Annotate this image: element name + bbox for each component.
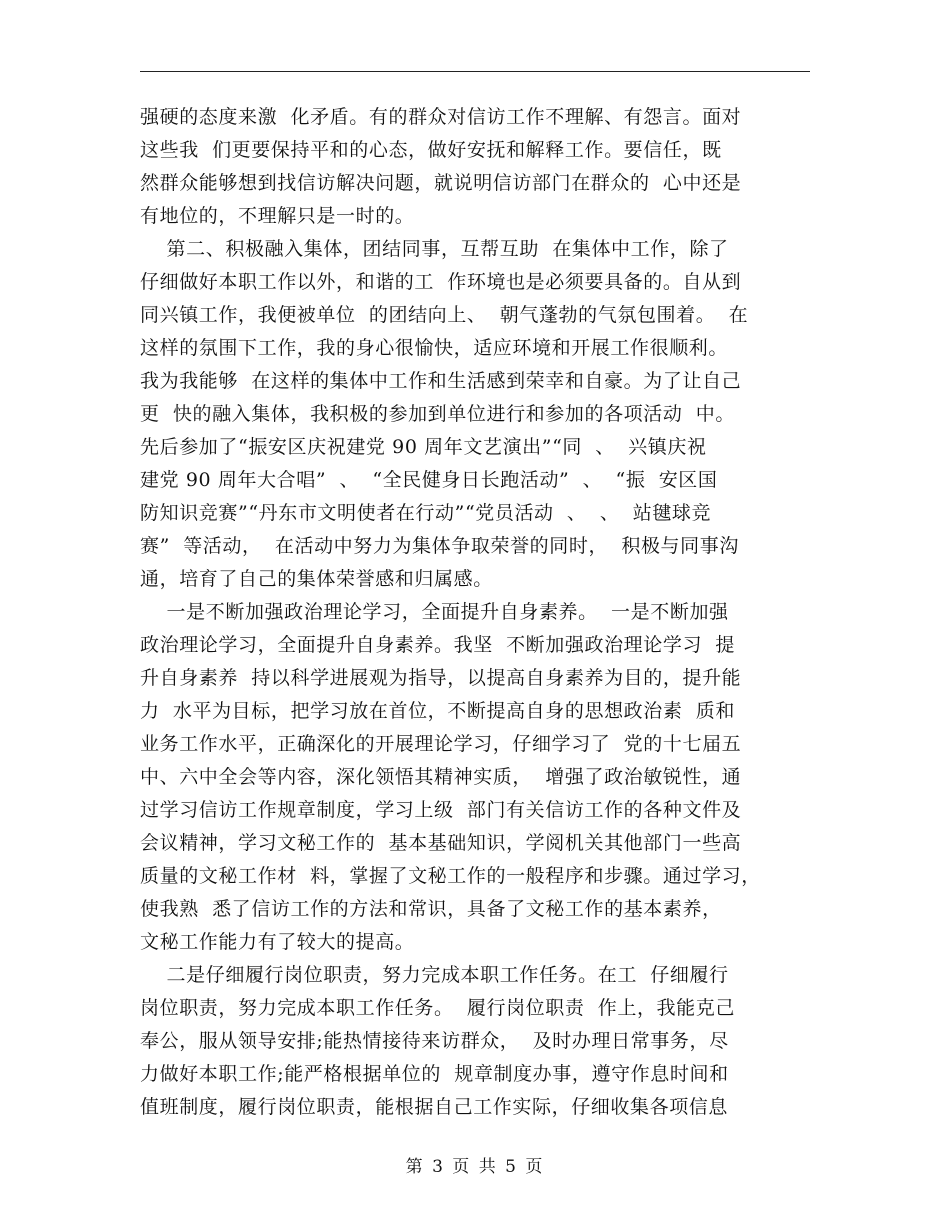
text-line: 过学习信访工作规章制度，学习上级 部门有关信访工作的各种文件及 (140, 799, 742, 821)
text-line: 使我熟 悉了信访工作的方法和常识，具备了文秘工作的基本素养， (140, 898, 722, 920)
header-rule (140, 71, 810, 72)
text-line: 升自身素养 持以科学进展观为指导，以提高自身素养为目的，提升能 (140, 667, 742, 689)
text-line: 力 水平为目标，把学习放在首位，不断提高自身的思想政治素 质和 (140, 700, 735, 722)
text-line: 通，培育了自己的集体荣誉感和归属感。 (140, 568, 493, 590)
text-line: 业务工作水平，正确深化的开展理论学习，仔细学习了 党的十七届五 (140, 733, 742, 755)
text-line: 我为我能够 在这样的集体中工作和生活感到荣幸和自豪。为了让自己 (140, 370, 742, 392)
text-line: 值班制度，履行岗位职责，能根据自己工作实际，仔细收集各项信息 (140, 1096, 729, 1118)
text-line: 同兴镇工作，我便被单位 的团结向上、 朝气蓬勃的气氛包围着。 在 (140, 304, 749, 326)
text-line: 奉公，服从领导安排;能热情接待来访群众， 及时办理日常事务，尽 (140, 1030, 729, 1052)
text-line: 文秘工作能力有了较大的提高。 (140, 931, 415, 953)
text-line: 力做好本职工作;能严格根据单位的 规章制度办事，遵守作息时间和 (140, 1063, 729, 1085)
text-line: 岗位职责，努力完成本职工作任务。 履行岗位职责 作上，我能克己 (140, 997, 735, 1019)
text-line: 会议精神，学习文秘工作的 基本基础知识，学阅机关其他部门一些高 (140, 832, 742, 854)
text-line: 有地位的，不理解只是一时的。 (140, 205, 415, 227)
text-line: 一是不断加强政治理论学习，全面提升自身素养。 一是不断加强 (140, 601, 729, 623)
text-line: 二是仔细履行岗位职责，努力完成本职工作任务。在工 仔细履行 (140, 964, 729, 986)
text-line: 仔细做好本职工作以外，和谐的工 作环境也是必须要具备的。自从到 (140, 271, 742, 293)
text-line: 先后参加了“振安区庆祝建党 90 周年文艺演出”“同 、 兴镇庆祝 (140, 436, 707, 458)
text-line: 这样的氛围下工作，我的身心很愉快，适应环境和开展工作很顺利。 (140, 337, 729, 359)
text-line: 质量的文秘工作材 料，掌握了文秘工作的一般程序和步骤。通过学习， (140, 865, 761, 887)
text-line: 中、六中全会等内容，深化领悟其精神实质， 增强了政治敏锐性，通 (140, 766, 742, 788)
text-line: 然群众能够想到找信访解决问题，就说明信访部门在群众的 心中还是 (140, 172, 742, 194)
text-line: 强硬的态度来激 化矛盾。有的群众对信访工作不理解、有怨言。面对 (140, 106, 742, 128)
text-line: 建党 90 周年大合唱” 、 “全民健身日长跑活动” 、 “振 安区国 (140, 469, 718, 491)
page-number: 第 3 页 共 5 页 (405, 1157, 545, 1177)
text-line: 政治理论学习，全面提升自身素养。我坚 不断加强政治理论学习 提 (140, 634, 735, 656)
text-line: 防知识竞赛”“丹东市文明使者在行动”“党员活动 、 、 站毽球竞 (140, 502, 712, 524)
text-line: 这些我 们更要保持平和的心态，做好安抚和解释工作。要信任，既 (140, 139, 722, 161)
text-line: 更 快的融入集体，我积极的参加到单位进行和参加的各项活动 中。 (140, 403, 735, 425)
text-line: 赛” 等活动， 在活动中努力为集体争取荣誉的同时， 积极与同事沟 (140, 535, 739, 557)
text-line: 第二、积极融入集体，团结同事，互帮互助 在集体中工作，除了 (140, 238, 729, 260)
